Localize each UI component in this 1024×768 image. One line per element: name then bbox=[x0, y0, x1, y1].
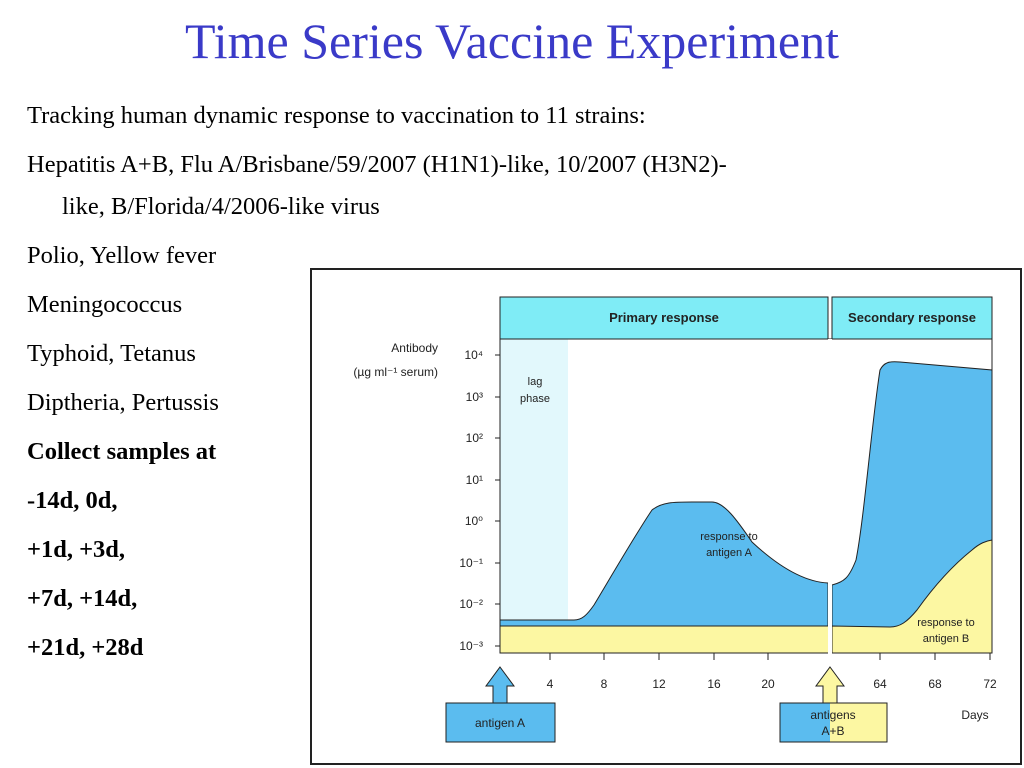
intro-line: Tracking human dynamic response to vaccination to 11 strains: bbox=[27, 102, 646, 129]
y-tick-label: 10¹ bbox=[465, 473, 483, 487]
x-tick-labels bbox=[547, 677, 997, 691]
x-tick-label: 12 bbox=[652, 677, 666, 691]
sample-days-2: +1d, +3d, bbox=[27, 536, 126, 563]
collect-heading: Collect samples at bbox=[27, 438, 217, 465]
x-tick-label: 64 bbox=[873, 677, 887, 691]
y-axis-label-line1: Antibody bbox=[391, 341, 438, 355]
y-tick-label: 10³ bbox=[465, 390, 483, 404]
y-tick-label: 10⁻³ bbox=[459, 639, 483, 653]
response-b-label-1: response to bbox=[917, 617, 975, 629]
sample-days-1: -14d, 0d, bbox=[27, 487, 118, 514]
response-a-label-2: antigen A bbox=[706, 547, 752, 559]
x-tick-label: 16 bbox=[707, 677, 721, 691]
y-tick-label: 10⁰ bbox=[464, 514, 483, 528]
y-tick-label: 10⁻² bbox=[459, 597, 483, 611]
antigen-a-label: antigen A bbox=[474, 716, 526, 730]
strains-line-2: like, B/Florida/4/2006-like virus bbox=[62, 193, 380, 220]
x-tick-label: 8 bbox=[600, 677, 608, 691]
antibody-response-figure bbox=[310, 268, 1022, 765]
x-tick-label: 20 bbox=[761, 677, 775, 691]
secondary-response-label: Secondary response bbox=[848, 310, 976, 325]
x-axis-label: Days bbox=[961, 708, 989, 722]
antigens-ab-arrow-icon bbox=[816, 667, 844, 703]
sample-days-3: +7d, +14d, bbox=[27, 585, 138, 612]
antigens-ab-label-1: antigens bbox=[810, 708, 856, 722]
antigen-a-arrow-icon bbox=[486, 667, 514, 703]
y-tick-labels bbox=[459, 348, 483, 653]
x-tick-label: 68 bbox=[928, 677, 942, 691]
strain-typhoid: Typhoid, Tetanus bbox=[27, 340, 196, 367]
x-tick-label: 72 bbox=[983, 677, 997, 691]
y-tick-label: 10² bbox=[465, 431, 483, 445]
y-tick-label: 10⁴ bbox=[464, 348, 483, 362]
antigens-ab-label-2: A+B bbox=[821, 724, 845, 738]
slide-title: Time Series Vaccine Experiment bbox=[184, 13, 840, 69]
y-axis-label-line2: (µg ml⁻¹ serum) bbox=[353, 365, 438, 379]
axis-break bbox=[828, 339, 832, 657]
strains-line-1: Hepatitis A+B, Flu A/Brisbane/59/2007 (H1N1)-like, 10/2007 (H3N2)- bbox=[27, 151, 727, 178]
primary-response-label: Primary response bbox=[609, 310, 719, 325]
strain-meningococcus: Meningococcus bbox=[27, 291, 183, 318]
response-b-label-2: antigen B bbox=[922, 633, 970, 645]
response-a-label-1: response to bbox=[700, 531, 758, 543]
strain-diptheria: Diptheria, Pertussis bbox=[27, 389, 219, 416]
x-axis-ticks bbox=[550, 653, 990, 660]
lag-phase-label-1: lag bbox=[527, 376, 543, 388]
antibody-response-diagram bbox=[312, 270, 1024, 767]
primary-baseline-area bbox=[500, 626, 828, 653]
y-axis-ticks bbox=[495, 355, 500, 646]
x-tick-label: 4 bbox=[546, 677, 554, 691]
lag-phase-label-2: phase bbox=[520, 393, 550, 405]
strain-polio: Polio, Yellow fever bbox=[27, 242, 217, 269]
sample-days-4: +21d, +28d bbox=[27, 634, 144, 661]
y-tick-label: 10⁻¹ bbox=[459, 556, 483, 570]
